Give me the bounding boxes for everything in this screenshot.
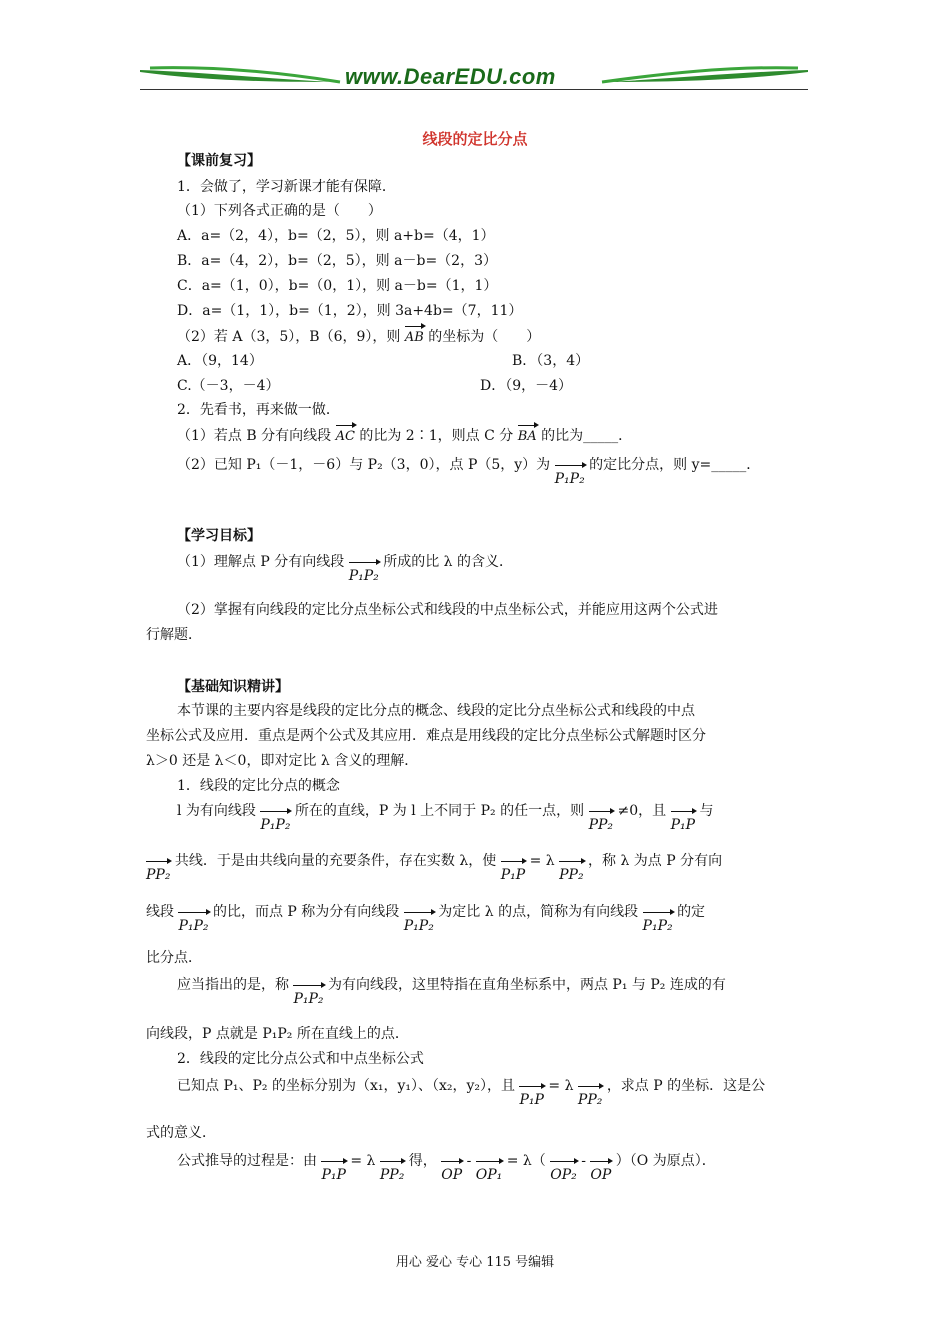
concept-text: ，称 λ 为点 P 分有向 [588, 853, 723, 869]
vector-p1p2: P₁P₂ [178, 912, 208, 936]
derivation-text: ）（O 为原点）． [615, 1153, 716, 1169]
question-2-tail: 的坐标为（ ） [428, 329, 541, 345]
goal-1-text: （1）理解点 P 分有向线段 [177, 554, 345, 570]
vector-p1p: P₁P [671, 811, 695, 835]
concept-text: 所在的直线，P 为 l 上不同于 P₂ 的任一点，则 [294, 803, 585, 819]
intro-line-1: 本节课的主要内容是线段的定比分点的概念、线段的定比分点坐标公式和线段的中点 [177, 703, 695, 719]
vector-p1p: P₁P [321, 1161, 345, 1185]
site-logo[interactable]: www.DearEDU.com [345, 64, 556, 89]
formula-line-2: 式的意义． [146, 1125, 216, 1141]
vector-pp2: PP₂ [578, 1086, 602, 1110]
concept-line-4: 比分点． [146, 950, 202, 966]
vector-op: OP [441, 1161, 462, 1185]
vector-p1p2: P₁P₂ [404, 912, 434, 936]
derivation-text: 公式推导的过程是：由 [177, 1153, 317, 1169]
review-item-2: 2．先看书，再来做一做． [177, 402, 340, 418]
goals-heading: 【学习目标】 [177, 528, 261, 544]
note-line-2: 向线段，P 点就是 P₁P₂ 所在直线上的点． [146, 1026, 409, 1042]
concept-text: 共线．于是由共线向量的充要条件，存在实数 λ，使 [174, 853, 497, 869]
vector-p1p2: P₁P₂ [293, 985, 323, 1009]
practice-2-tail: 的定比分点，则 y=_____． [589, 457, 761, 473]
page-footer: 用心 爱心 专心 115 号编辑 [395, 1255, 555, 1270]
intro-line-2: 坐标公式及应用．重点是两个公式及其应用．难点是用线段的定比分点坐标公式解题时区分 [146, 728, 706, 744]
question-2-text: （2）若 A（3，5），B（6，9），则 [177, 329, 401, 345]
vector-p1p: P₁P [519, 1086, 543, 1110]
page-header [140, 58, 808, 92]
practice-1-tail: 的比为_____． [541, 428, 633, 444]
question-2 [177, 326, 540, 348]
review-heading: 【课前复习】 [177, 153, 261, 169]
note-text: 为有向线段，这里特指在直角坐标系中，两点 P₁ 与 P₂ 连成的有 [327, 977, 726, 993]
review-item-1: 1．会做了，学习新课才能有保障． [177, 179, 396, 195]
vector-pp2: PP₂ [380, 1161, 404, 1185]
note-text: 应当指出的是，称 [177, 977, 289, 993]
concept-text: l 为有向线段 [177, 803, 256, 819]
goal-2-line-2: 行解题． [146, 627, 202, 643]
question-2-option-b: B．（3，4） [512, 353, 590, 369]
question-1-option-c: C．a=（1，0），b=（0，1），则 a－b=（1，1） [177, 278, 498, 294]
goal-1-tail: 所成的比 λ 的含义． [383, 554, 513, 570]
vector-p1p: P₁P [501, 861, 525, 885]
question-2-option-c: C.（－3，－4） [177, 378, 280, 394]
intro-line-3: λ＞0 还是 λ＜0，即对定比 λ 含义的理解． [146, 753, 419, 769]
vector-ba: BA [518, 425, 537, 447]
vector-p1p2: P₁P₂ [555, 465, 585, 489]
question-2-option-a: A．（9，14） [177, 353, 263, 369]
question-2-option-d: D．（9，－4） [480, 378, 573, 394]
vector-p1p2: P₁P₂ [643, 912, 673, 936]
goal-2-line-1: （2）掌握有向线段的定比分点坐标公式和线段的中点坐标公式，并能应用这两个公式进 [177, 602, 718, 618]
derivation-text: = λ [350, 1153, 376, 1169]
minus-sign: - [581, 1153, 586, 1169]
vector-pp2: PP₂ [146, 861, 170, 885]
concept-line-3 [146, 902, 705, 936]
vector-p1p2: P₁P₂ [260, 811, 290, 835]
derivation-line [177, 1151, 716, 1185]
minus-sign: - [466, 1153, 472, 1169]
concept-text: 为定比 λ 的点，简称为有向线段 [438, 904, 639, 920]
concept-text: 的定 [677, 904, 706, 920]
derivation-text: 得， [408, 1153, 437, 1169]
concept-text: ≠0，且 [617, 803, 667, 819]
concept-line-1 [177, 801, 713, 835]
concept-text: 的比，而点 P 称为分有向线段 [212, 904, 400, 920]
vector-op1: OP₁ [476, 1161, 503, 1185]
question-1-option-d: D．a=（1，1），b=（1，2），则 3a+4b=（7，11） [177, 303, 523, 319]
concept-line-2 [146, 851, 722, 885]
page-title: 线段的定比分点 [422, 130, 528, 148]
derivation-text: = λ（ [506, 1153, 546, 1169]
header-rule [140, 89, 808, 90]
vector-op: OP [590, 1161, 611, 1185]
question-1: （1）下列各式正确的是（ ） [177, 203, 382, 219]
question-1-option-b: B．a=（4，2），b=（2，5），则 a－b=（2，3） [177, 253, 497, 269]
vector-pp2: PP₂ [589, 811, 613, 835]
question-1-option-a: A．a=（2，4），b=（2，5），则 a+b=（4，1） [177, 228, 495, 244]
concept-text: 线段 [146, 904, 174, 920]
formula-line-1 [177, 1076, 765, 1110]
concept-text: = λ [529, 853, 555, 869]
vector-ac: AC [336, 425, 355, 447]
formula-text: = λ [548, 1078, 574, 1094]
practice-2-text: （2）已知 P₁（－1，－6）与 P₂（3，0），点 P（5，y）为 [177, 457, 551, 473]
vector-p1p2: P₁P₂ [349, 562, 379, 586]
formula-text: ，求点 P 的坐标．这是公 [606, 1078, 766, 1094]
section-2-title: 2．线段的定比分点公式和中点坐标公式 [177, 1051, 424, 1067]
basics-heading: 【基础知识精讲】 [177, 679, 289, 695]
practice-1 [177, 425, 632, 447]
vector-ab: AB [405, 326, 424, 348]
practice-1-mid: 的比为 2∶1，则点 C 分 [359, 428, 514, 444]
vector-pp2: PP₂ [559, 861, 583, 885]
vector-op2: OP₂ [550, 1161, 577, 1185]
section-1-title: 1．线段的定比分点的概念 [177, 778, 340, 794]
practice-2 [177, 455, 760, 489]
formula-text: 已知点 P₁、P₂ 的坐标分别为（x₁，y₁）、（x₂，y₂），且 [177, 1078, 516, 1094]
practice-1-text: （1）若点 B 分有向线段 [177, 428, 332, 444]
goal-1 [177, 552, 513, 586]
note-line-1 [177, 975, 726, 1009]
concept-text: 与 [699, 803, 714, 819]
